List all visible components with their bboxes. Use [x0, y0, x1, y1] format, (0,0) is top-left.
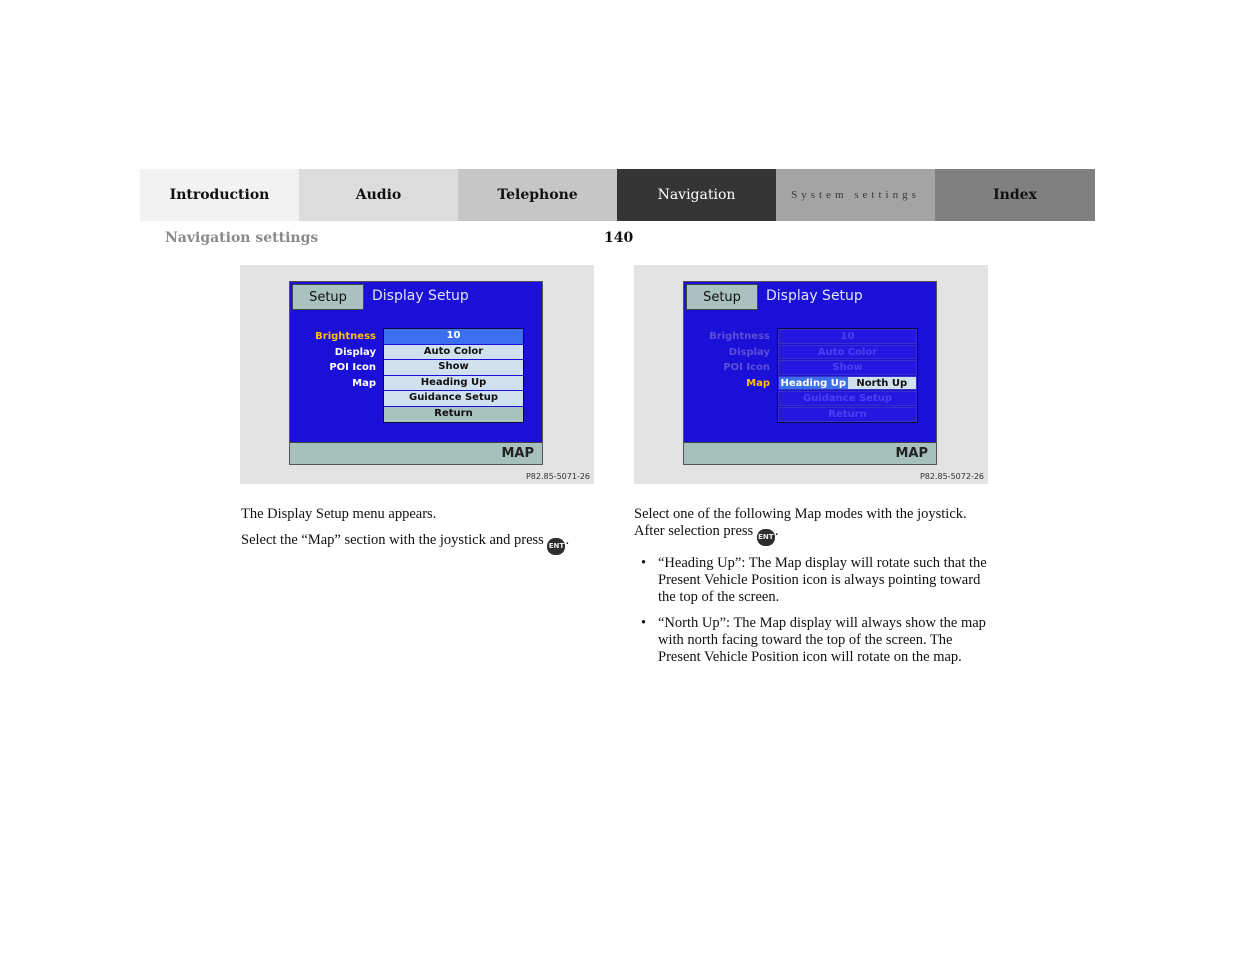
right-column-text [634, 506, 994, 675]
map-soft-key: MAP [290, 442, 542, 464]
label-poi-icon: POI Icon [723, 362, 770, 374]
tab-bar [140, 169, 1095, 221]
list-item-north-up: • “North Up”: The Map display will always show the map with north facing toward the top of the screen. The Present Vehicle Position icon will rotate on the map. [634, 615, 994, 666]
tab-audio[interactable]: Audio [299, 169, 458, 221]
figure-code: P82.85-5071-26 [525, 472, 590, 481]
setup-menu [777, 328, 918, 423]
display-setup-screenshot-2 [634, 265, 988, 484]
label-display: Display [334, 346, 376, 358]
menu-item-guidance-setup: Guidance Setup [384, 391, 523, 406]
menu-item-brightness: 10 [384, 329, 523, 344]
menu-item-poi-icon: Show [384, 360, 523, 375]
label-brightness: Brightness [709, 331, 770, 342]
menu-item-map: Heading Up [384, 376, 523, 391]
label-poi-icon: POI Icon [329, 362, 376, 374]
label-map: Map [746, 377, 770, 389]
tab-system-settings[interactable]: System settings [776, 169, 935, 221]
menu-item-guidance-setup: Guidance Setup [778, 391, 917, 406]
menu-item-brightness: 10 [778, 329, 917, 344]
menu-item-return: Return [778, 407, 917, 422]
enter-button-icon: ENT [547, 538, 565, 555]
nav-screen [289, 281, 543, 465]
setup-tab: Setup [686, 284, 758, 310]
display-setup-screenshot-1 [240, 265, 594, 484]
left-column-text [241, 506, 601, 564]
screen-title: Display Setup [372, 288, 469, 304]
label-display: Display [728, 346, 770, 358]
tab-index[interactable]: Index [935, 169, 1095, 221]
menu-item-map-options [778, 376, 917, 391]
menu-item-return: Return [384, 407, 523, 422]
page-number: 140 [604, 230, 634, 246]
setup-menu [383, 328, 524, 423]
menu-item-display: Auto Color [778, 345, 917, 360]
map-mode-list [634, 555, 994, 666]
menu-item-display: Auto Color [384, 345, 523, 360]
label-map: Map [352, 377, 376, 389]
map-option-north-up: North Up [856, 377, 908, 389]
nav-screen [683, 281, 937, 465]
tab-telephone[interactable]: Telephone [458, 169, 617, 221]
figure-code: P82.85-5072-26 [919, 472, 984, 481]
menu-labels [692, 329, 770, 391]
text-select-map: Select the “Map” section with the joystick and press [241, 532, 548, 548]
tab-introduction[interactable]: Introduction [140, 169, 299, 221]
paragraph-menu-appears: The Display Setup menu appears. [241, 506, 437, 522]
text-select-mode: Select one of the following Map modes with the joystick. After selection press [634, 506, 967, 539]
enter-button-icon: ENT [757, 529, 775, 546]
screen-title: Display Setup [766, 288, 863, 304]
map-soft-key: MAP [684, 442, 936, 464]
menu-labels [298, 329, 376, 391]
text-period: . [565, 532, 570, 548]
label-brightness: Brightness [315, 331, 376, 342]
map-option-heading-up: Heading Up [780, 377, 847, 389]
paragraph-select-map [241, 532, 601, 555]
paragraph-select-mode [634, 506, 994, 546]
list-item-heading-up: • “Heading Up”: The Map display will rotate such that the Present Vehicle Position icon is always pointing toward the top of the screen. [634, 555, 994, 606]
tab-navigation[interactable]: Navigation [617, 169, 776, 221]
text-period: . [774, 523, 779, 539]
section-title: Navigation settings [165, 230, 319, 246]
setup-tab: Setup [292, 284, 364, 310]
menu-item-poi-icon: Show [778, 360, 917, 375]
